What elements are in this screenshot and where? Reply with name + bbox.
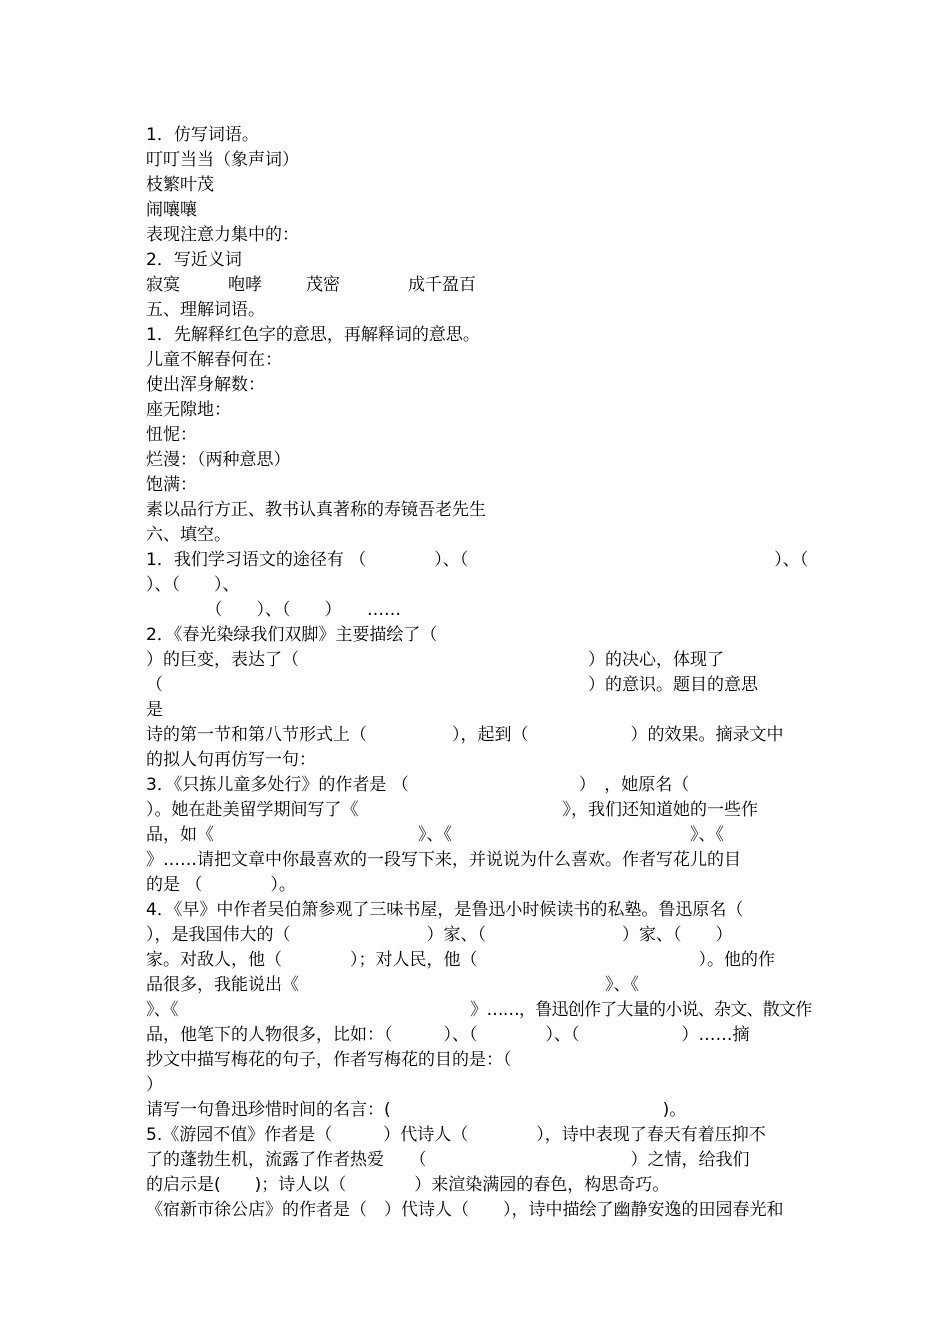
fill-line-1: 1．我们学习语文的途径有 （ ）、（ ）、（ bbox=[146, 550, 809, 570]
q1-item-1: 叮叮当当（象声词） bbox=[146, 150, 299, 170]
fill-line-16: ），是我国伟大的（ ）家、（ ）家、（ ） bbox=[146, 925, 733, 945]
vocab-item-3: 座无隙地： bbox=[146, 400, 231, 420]
q1-item-4: 表现注意力集中的： bbox=[146, 225, 299, 245]
fill-line-18: 品很多，我能说出《 》、《 bbox=[146, 975, 639, 995]
fill-line-19: 》、《 》……，鲁迅创作了大量的小说、杂文、散文作 bbox=[146, 1000, 812, 1020]
fill-line-22: ） bbox=[146, 1075, 163, 1095]
fill-line-12: 品，如《 》、《 》、《 bbox=[146, 825, 724, 845]
fill-line-2: ）、（ ）、 bbox=[146, 575, 240, 595]
fill-line-24: 5.《游园不值》作者是（ ）代诗人（ ），诗中表现了春天有着压抑不 bbox=[146, 1125, 766, 1145]
fill-line-23: 请写一句鲁迅珍惜时间的名言：( )。 bbox=[146, 1100, 687, 1120]
fill-line-13: 》……请把文章中你最喜欢的一段写下来，并说说为什么喜欢。作者写花儿的目 bbox=[146, 850, 741, 870]
fill-line-4: 2．《春光染绿我们双脚》主要描绘了（ bbox=[146, 625, 438, 645]
fill-line-15: 4．《早》中作者吴伯箫参观了三味书屋，是鲁迅小时候读书的私塾。鲁迅原名（ bbox=[146, 900, 744, 920]
fill-line-8: 诗的第一节和第八节形式上（ ），起到（ ）的效果。摘录文中 bbox=[146, 725, 784, 745]
synonym-word-4: 成千盈百 bbox=[408, 275, 476, 295]
synonym-word-3: 茂密 bbox=[306, 275, 340, 295]
vocab-item-6: 饱满： bbox=[146, 475, 197, 495]
vocab-item-1: 儿童不解春何在： bbox=[146, 350, 282, 370]
fill-line-14: 的是 （ ）。 bbox=[146, 875, 296, 895]
q2-title: 2．写近义词 bbox=[146, 250, 242, 270]
fill-line-3: （ ）、（ ） …… bbox=[146, 600, 401, 620]
vocab-item-2: 使出浑身解数： bbox=[146, 375, 265, 395]
synonym-word-1: 寂寞 bbox=[146, 275, 180, 295]
fill-line-7: 是 bbox=[146, 700, 163, 720]
synonym-word-2: 咆哮 bbox=[228, 275, 262, 295]
fill-line-27: 《宿新市徐公店》的作者是（ ）代诗人（ ），诗中描绘了幽静安逸的田园春光和 bbox=[146, 1200, 784, 1220]
fill-line-25: 了的蓬勃生机，流露了作者热爱 （ ）之情，给我们 bbox=[146, 1150, 750, 1170]
fill-line-17: 家。对敌人，他（ ）；对人民，他（ ）。他的作 bbox=[146, 950, 775, 970]
fill-line-20: 品，他笔下的人物很多，比如：（ ）、（ ）、（ ）……摘 bbox=[146, 1025, 750, 1045]
vocab-item-7: 素以品行方正、教书认真著称的寿镜吾老先生 bbox=[146, 500, 486, 520]
fill-line-21: 抄文中描写梅花的句子，作者写梅花的目的是：（ bbox=[146, 1050, 512, 1070]
vocab-item-5: 烂漫：（两种意思） bbox=[146, 450, 291, 470]
q1-item-2: 枝繁叶茂 bbox=[146, 175, 214, 195]
section-5-heading: 五、理解词语。 bbox=[146, 300, 265, 320]
fill-line-10: 3．《只拣儿童多处行》的作者是 （ ） ，她原名（ bbox=[146, 775, 690, 795]
fill-line-6: （ ）的意识。题目的意思 bbox=[146, 675, 758, 695]
q1-title: 1．仿写词语。 bbox=[146, 125, 259, 145]
section-5-q1-title: 1．先解释红色字的意思，再解释词的意思。 bbox=[146, 325, 480, 345]
fill-line-26: 的启示是( )；诗人以（ ）来渲染满园的春色，构思奇巧。 bbox=[146, 1175, 670, 1195]
fill-line-11: ）。她在赴美留学期间写了《 》，我们还知道她的一些作 bbox=[146, 800, 758, 820]
vocab-item-4: 忸怩： bbox=[146, 425, 197, 445]
fill-line-5: ）的巨变，表达了（ ）的决心，体现了 bbox=[146, 650, 724, 670]
fill-line-9: 的拟人句再仿写一句： bbox=[146, 750, 316, 770]
section-6-heading: 六、填空。 bbox=[146, 525, 231, 545]
q1-item-3: 闹嚷嚷 bbox=[146, 200, 197, 220]
